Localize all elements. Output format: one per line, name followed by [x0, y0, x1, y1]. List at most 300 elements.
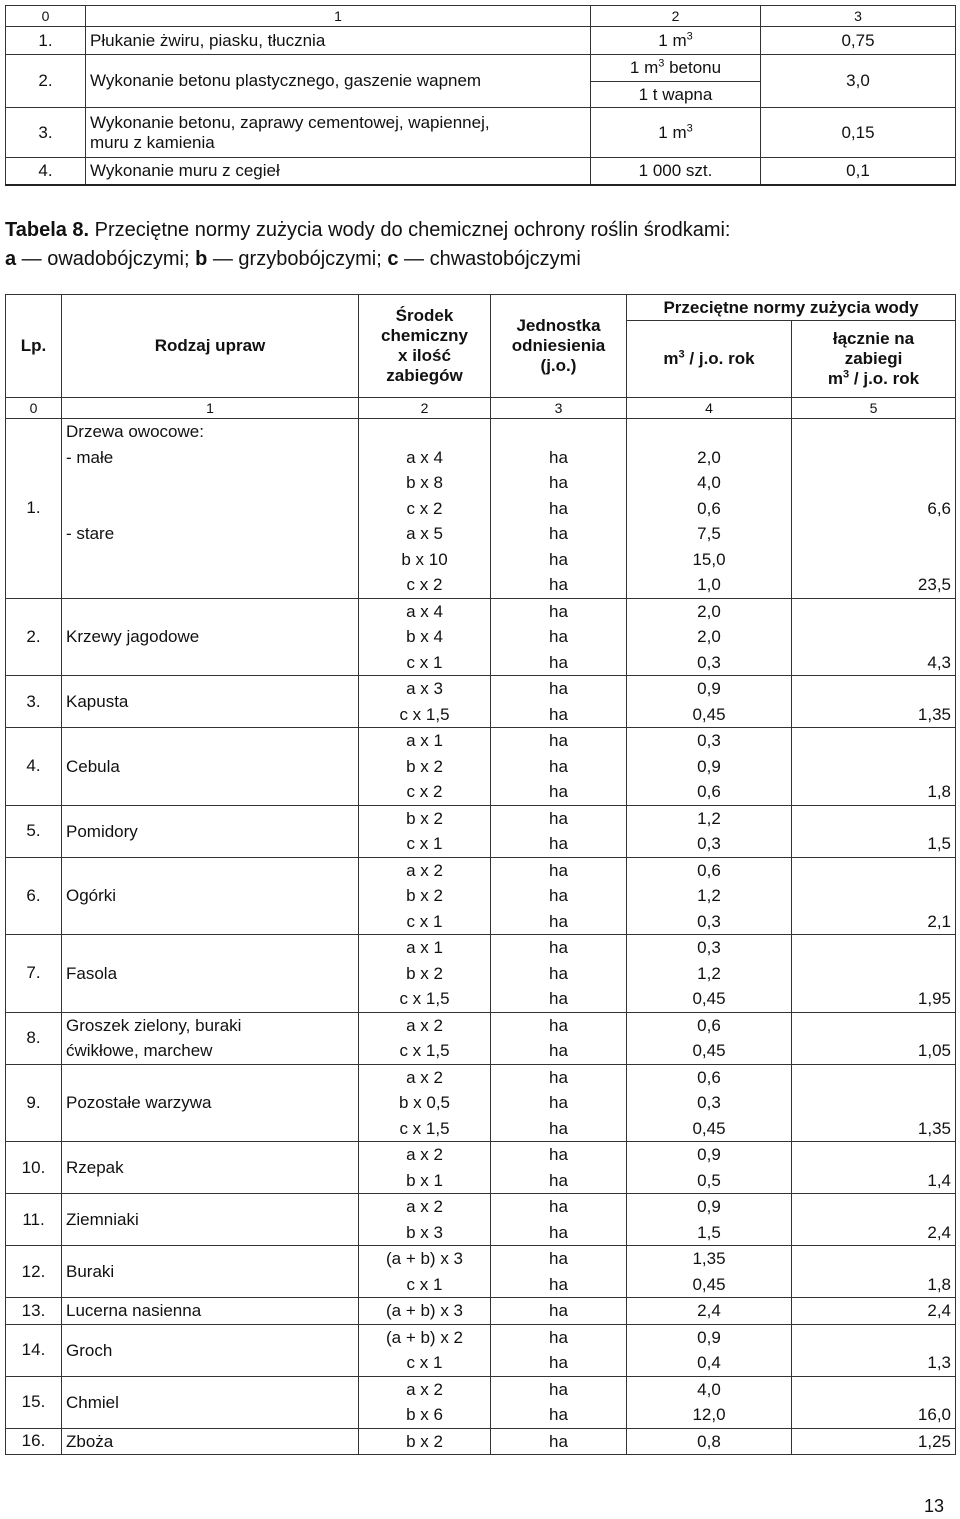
cell-line: 15,0: [692, 549, 726, 569]
value-cell: 0,15: [761, 108, 956, 158]
caption-line1: [5, 216, 955, 245]
lp-cell: 16.: [6, 1428, 62, 1455]
cell-line: 0,45: [692, 989, 726, 1008]
caption-line2: [5, 245, 955, 274]
cell-line: b x 1: [406, 1170, 443, 1190]
lp-cell: 4.: [6, 728, 62, 806]
cell-line: ha: [549, 1249, 568, 1268]
cell-line: Ogórki: [66, 886, 117, 905]
cell-line: ha: [549, 447, 568, 467]
header-line: Jednostka: [516, 316, 601, 335]
cell-line: Ziemniaki: [66, 1210, 139, 1229]
caption-text: — grzybobójczymi;: [207, 248, 388, 270]
cell-line: Groch: [66, 1340, 113, 1360]
header-agent: [359, 295, 491, 398]
cell-line: ha: [549, 473, 568, 492]
cell-line: 2,0: [697, 627, 721, 646]
cell-line: Kapusta: [66, 692, 129, 711]
table-row: [6, 1376, 956, 1428]
table-row: [6, 1298, 956, 1325]
cell-line: 6,6: [927, 498, 951, 518]
agent-cell: [359, 1428, 491, 1455]
unit-cell: [491, 1064, 627, 1142]
cell-line: 1,05: [917, 1041, 951, 1060]
cell-line: a x 1: [406, 731, 443, 750]
cell-line: [796, 961, 951, 987]
unit-cell: [491, 1194, 627, 1246]
table-row: [6, 108, 956, 158]
cell-line: [796, 883, 951, 909]
agent-cell: [359, 935, 491, 1013]
table2-body: [6, 419, 956, 1455]
cell-line: b x 8: [406, 473, 443, 492]
norm-cell: [627, 935, 792, 1013]
unit-sup: 3: [686, 121, 693, 134]
cell-line: [495, 419, 622, 445]
header-unit: [491, 295, 627, 398]
cell-line: 1,3: [927, 1353, 951, 1372]
agent-cell: [359, 728, 491, 806]
lp-cell: 13.: [6, 1298, 62, 1325]
cell-line: 1,25: [917, 1431, 951, 1451]
crop-name-cell: [62, 1246, 359, 1298]
lp-cell: 2.: [6, 55, 86, 108]
index-cell: 0: [6, 6, 86, 27]
crop-name-cell: [62, 419, 359, 599]
cell-line: [66, 935, 354, 961]
cell-line: ha: [549, 860, 568, 880]
cell-line: a x 4: [406, 601, 443, 621]
cell-line: b x 4: [406, 627, 443, 646]
header-line: łącznie na: [832, 329, 915, 348]
unit-text: 1 m: [658, 122, 687, 142]
agent-cell: [359, 598, 491, 676]
cell-line: [66, 572, 354, 598]
cell-line: 0,9: [697, 1197, 721, 1216]
norm-cell: [627, 1142, 792, 1194]
cell-line: ha: [549, 1301, 568, 1320]
crop-name-cell: [62, 1324, 359, 1376]
cell-line: a x 3: [406, 679, 443, 698]
name-cell: Wykonanie muru z cegieł: [86, 158, 591, 185]
cell-line: [796, 806, 951, 832]
cell-line: a x 2: [406, 1015, 443, 1035]
cell-line: [66, 858, 354, 884]
agent-cell: [359, 1142, 491, 1194]
cell-line: [796, 1325, 951, 1351]
cell-line: 0,4: [697, 1353, 721, 1372]
cell-line: a x 2: [406, 1067, 443, 1087]
header-total: [792, 321, 956, 398]
cell-line: Rzepak: [66, 1158, 124, 1177]
cell-line: 4,0: [697, 473, 721, 492]
cell-line: Chmiel: [66, 1392, 119, 1412]
cell-line: c x 1,5: [399, 704, 450, 724]
cell-line: [796, 728, 951, 754]
agent-cell: [359, 1012, 491, 1064]
cell-line: ha: [549, 1118, 568, 1138]
cell-line: Cebula: [66, 756, 120, 776]
cell-line: ha: [549, 1197, 568, 1216]
cell-line: a x 1: [406, 938, 443, 957]
lp-cell: 14.: [6, 1324, 62, 1376]
cell-line: b x 2: [406, 963, 443, 983]
cell-line: c x 2: [406, 575, 443, 594]
header-line: chemiczny: [381, 326, 468, 345]
unit-text: 1 m: [629, 58, 659, 77]
unit-cell: [491, 1428, 627, 1455]
norm-cell: [627, 1324, 792, 1376]
cell-line: [66, 496, 354, 522]
cell-line: 0,3: [697, 731, 721, 750]
cell-line: b x 2: [406, 808, 443, 828]
agent-cell: [359, 419, 491, 599]
cell-line: [631, 419, 787, 445]
cell-line: [66, 909, 354, 935]
unit-cell: [591, 27, 761, 55]
table-row: [6, 27, 956, 55]
cell-line: (a + b) x 3: [385, 1249, 463, 1268]
cell-line: 2,1: [927, 911, 951, 931]
cell-line: 1,5: [697, 1222, 721, 1242]
unit-cell: [591, 55, 761, 82]
cell-line: 1,95: [917, 989, 951, 1008]
unit-cell: [491, 598, 627, 676]
cell-line: 0,45: [692, 1274, 726, 1294]
agent-cell: [359, 1064, 491, 1142]
crop-name-cell: [62, 935, 359, 1013]
unit-text: 1 m: [658, 30, 687, 50]
agent-cell: [359, 1376, 491, 1428]
header-text: / j.o. rok: [849, 369, 920, 388]
header-text: / j.o. rok: [684, 349, 755, 368]
cell-line: ha: [549, 1274, 568, 1294]
cell-line: (a + b) x 2: [385, 1327, 463, 1347]
table-row: [6, 676, 956, 728]
cell-line: 1,35: [917, 1118, 951, 1138]
cell-line: 7,5: [697, 524, 721, 543]
crop-name-cell: [62, 805, 359, 857]
cell-line: [796, 676, 951, 702]
cell-line: c x 2: [406, 782, 443, 801]
cell-line: ha: [549, 1379, 568, 1399]
total-cell: [792, 805, 956, 857]
cell-line: c x 1,5: [399, 989, 450, 1008]
header-text: m: [827, 369, 844, 388]
cell-line: ha: [549, 601, 568, 621]
norm-cell: [627, 1376, 792, 1428]
cell-line: ha: [549, 808, 568, 828]
cell-line: ćwikłowe, marchew: [66, 1041, 213, 1060]
cell-line: ha: [549, 911, 568, 931]
norm-cell: [627, 1064, 792, 1142]
cell-line: 0,45: [692, 1041, 726, 1060]
table-row: [6, 419, 956, 599]
unit-cell: [491, 1012, 627, 1064]
unit-cell: [491, 419, 627, 599]
cell-line: [796, 858, 951, 884]
lp-cell: 8.: [6, 1012, 62, 1064]
cell-line: 2,0: [697, 447, 721, 467]
cell-line: 12,0: [692, 1405, 726, 1424]
unit-sup: 3: [686, 29, 693, 42]
cell-line: [796, 521, 951, 547]
cell-line: c x 2: [406, 498, 443, 518]
caption-key-c: c: [387, 248, 399, 270]
lp-cell: 1.: [6, 419, 62, 599]
norm-cell: [627, 1012, 792, 1064]
cell-line: ha: [549, 886, 568, 905]
unit-cell: 1 000 szt.: [591, 158, 761, 185]
lp-cell: 6.: [6, 857, 62, 935]
total-cell: [792, 1376, 956, 1428]
cell-line: b x 3: [406, 1222, 443, 1242]
cell-line: ha: [549, 1327, 568, 1347]
cell-line: [66, 470, 354, 496]
unit-cell: [491, 935, 627, 1013]
cell-line: 0,6: [697, 1015, 721, 1035]
unit-cell: [491, 1376, 627, 1428]
agent-cell: [359, 805, 491, 857]
unit-cell: [491, 857, 627, 935]
cell-line: ha: [549, 731, 568, 750]
agent-cell: [359, 1246, 491, 1298]
lp-cell: 12.: [6, 1246, 62, 1298]
cell-line: [66, 1116, 354, 1142]
unit-cell: [591, 108, 761, 158]
cell-line: b x 0,5: [398, 1093, 451, 1112]
crop-name-cell: [62, 676, 359, 728]
cell-line: 0,45: [692, 704, 726, 724]
cell-line: ha: [549, 938, 568, 957]
total-cell: [792, 1324, 956, 1376]
cell-line: 2,4: [697, 1301, 721, 1320]
cell-line: 1,0: [697, 575, 721, 594]
norm-cell: [627, 857, 792, 935]
agent-cell: [359, 857, 491, 935]
index-cell: 2: [359, 398, 491, 419]
index-cell: 1: [62, 398, 359, 419]
cell-line: [66, 986, 354, 1012]
crop-name-cell: [62, 857, 359, 935]
cell-line: Groszek zielony, buraki: [66, 1015, 242, 1035]
norm-cell: [627, 676, 792, 728]
table-row: [6, 728, 956, 806]
table-row: [6, 805, 956, 857]
cell-line: 2,4: [927, 1222, 951, 1242]
cell-line: 1,2: [697, 963, 721, 983]
name-line: muru z kamienia: [90, 132, 215, 152]
cell-line: ha: [549, 549, 568, 569]
unit-cell: [491, 1298, 627, 1325]
cell-line: [796, 624, 951, 650]
cell-line: [796, 1142, 951, 1168]
cell-line: ha: [549, 627, 568, 646]
cell-line: 0,9: [697, 679, 721, 698]
header-m3: [627, 321, 792, 398]
caption-key-a: a: [5, 248, 17, 270]
cell-line: 0,6: [697, 860, 721, 880]
cell-line: 1,35: [692, 1249, 726, 1268]
total-cell: [792, 857, 956, 935]
name-cell: [86, 108, 591, 158]
cell-line: Fasola: [66, 963, 118, 983]
cell-line: c x 1,5: [399, 1041, 450, 1060]
cell-line: Drzewa owocowe:: [66, 422, 204, 441]
cell-line: 0,9: [697, 1145, 721, 1164]
cell-line: 0,45: [692, 1118, 726, 1138]
total-cell: [792, 728, 956, 806]
cell-line: 0,8: [697, 1431, 721, 1451]
header-lp: Lp.: [6, 295, 62, 398]
value-cell: 0,75: [761, 27, 956, 55]
cell-line: ha: [549, 679, 568, 698]
cell-line: [796, 935, 951, 961]
cell-line: ha: [549, 1170, 568, 1190]
unit-cell: [491, 728, 627, 806]
index-cell: 2: [591, 6, 761, 27]
crop-name-cell: [62, 1012, 359, 1064]
table-row: [6, 158, 956, 185]
norm-cell: [627, 805, 792, 857]
total-cell: [792, 1194, 956, 1246]
cell-line: ha: [549, 1067, 568, 1087]
header-line: zabiegi: [844, 349, 903, 368]
table-row: [6, 1324, 956, 1376]
crop-name-cell: [62, 1428, 359, 1455]
cell-line: ha: [549, 704, 568, 724]
cell-line: 4,3: [927, 652, 951, 672]
cell-line: a x 2: [406, 1145, 443, 1164]
caption-text: — owadobójczymi;: [16, 248, 196, 270]
cell-line: 0,5: [697, 1170, 721, 1190]
water-norms-construction-table: [5, 5, 956, 186]
cell-line: 0,3: [697, 911, 721, 931]
total-cell: [792, 676, 956, 728]
index-cell: 1: [86, 6, 591, 27]
cell-line: Zboża: [66, 1431, 114, 1451]
header-crop-type: Rodzaj upraw: [62, 295, 359, 398]
norm-cell: [627, 728, 792, 806]
cell-line: [796, 547, 951, 573]
lp-cell: 5.: [6, 805, 62, 857]
cell-line: [796, 445, 951, 471]
value-cell: 0,1: [761, 158, 956, 185]
total-cell: [792, 419, 956, 599]
cell-line: Pomidory: [66, 821, 138, 841]
cell-line: 0,9: [697, 1327, 721, 1347]
norm-cell: [627, 419, 792, 599]
cell-line: [796, 419, 951, 445]
cell-line: 0,9: [697, 756, 721, 776]
cell-line: 1,4: [927, 1170, 951, 1190]
cell-line: 0,3: [697, 834, 721, 853]
lp-cell: 3.: [6, 676, 62, 728]
cell-line: b x 2: [406, 886, 443, 905]
table-row: [6, 857, 956, 935]
unit-text: betonu: [664, 58, 722, 77]
lp-cell: 15.: [6, 1376, 62, 1428]
cell-line: 0,3: [697, 652, 721, 672]
cell-line: ha: [549, 1041, 568, 1060]
cell-line: ha: [549, 834, 568, 853]
cell-line: [796, 1377, 951, 1403]
table-row: [6, 935, 956, 1013]
table2-header-row: [6, 295, 956, 321]
table-row: [6, 598, 956, 676]
cell-line: 2,4: [927, 1301, 951, 1320]
crop-name-cell: [62, 1194, 359, 1246]
page-number: 13: [923, 1496, 944, 1516]
total-cell: [792, 1298, 956, 1325]
norm-cell: [627, 598, 792, 676]
cell-line: 1,2: [697, 808, 721, 828]
cell-line: [796, 754, 951, 780]
index-cell: 4: [627, 398, 792, 419]
crop-name-cell: [62, 1376, 359, 1428]
header-sup: 3: [678, 348, 685, 361]
cell-line: [66, 1065, 354, 1091]
cell-line: Buraki: [66, 1262, 115, 1281]
cell-line: 1,2: [697, 886, 721, 905]
cell-line: ha: [549, 498, 568, 518]
cell-line: ha: [549, 1222, 568, 1242]
unit-cell: [491, 1246, 627, 1298]
cell-line: c x 1: [406, 1274, 443, 1294]
unit-cell: [491, 805, 627, 857]
cell-line: 4,0: [697, 1379, 721, 1399]
table8-caption: [5, 216, 955, 274]
cell-line: 16,0: [917, 1405, 951, 1424]
cell-line: c x 1,5: [399, 1118, 450, 1138]
cell-line: a x 2: [406, 1379, 443, 1399]
cell-line: b x 2: [406, 1431, 443, 1451]
cell-line: 1,8: [927, 1274, 951, 1294]
total-cell: [792, 598, 956, 676]
lp-cell: 1.: [6, 27, 86, 55]
total-cell: [792, 1142, 956, 1194]
crop-name-cell: [62, 728, 359, 806]
cell-line: [796, 1090, 951, 1116]
table-row: [6, 1064, 956, 1142]
unit-sup: 3: [658, 57, 665, 70]
cell-line: 1,35: [917, 704, 951, 724]
unit-cell: [491, 1324, 627, 1376]
cell-line: (a + b) x 3: [385, 1301, 463, 1320]
lp-cell: 3.: [6, 108, 86, 158]
crop-name-cell: [62, 1064, 359, 1142]
unit-cell: 1 t wapna: [591, 82, 761, 108]
cell-line: b x 6: [406, 1405, 443, 1424]
unit-cell: [491, 1142, 627, 1194]
caption-text: — chwastobójczymi: [398, 248, 581, 270]
cell-line: Krzewy jagodowe: [66, 627, 200, 646]
cell-line: ha: [549, 782, 568, 801]
norm-cell: [627, 1194, 792, 1246]
cell-line: 0,3: [697, 1093, 721, 1112]
cell-line: - małe: [66, 447, 114, 467]
agent-cell: [359, 1298, 491, 1325]
index-cell: 3: [761, 6, 956, 27]
value-cell: 3,0: [761, 55, 956, 108]
cell-line: a x 2: [406, 860, 443, 880]
cell-line: ha: [549, 1145, 568, 1164]
header-line: zabiegów: [386, 366, 463, 385]
cell-line: ha: [549, 1405, 568, 1424]
header-line: [796, 369, 951, 389]
header-sup: 3: [843, 368, 850, 381]
caption-label: Tabela 8.: [5, 219, 90, 241]
